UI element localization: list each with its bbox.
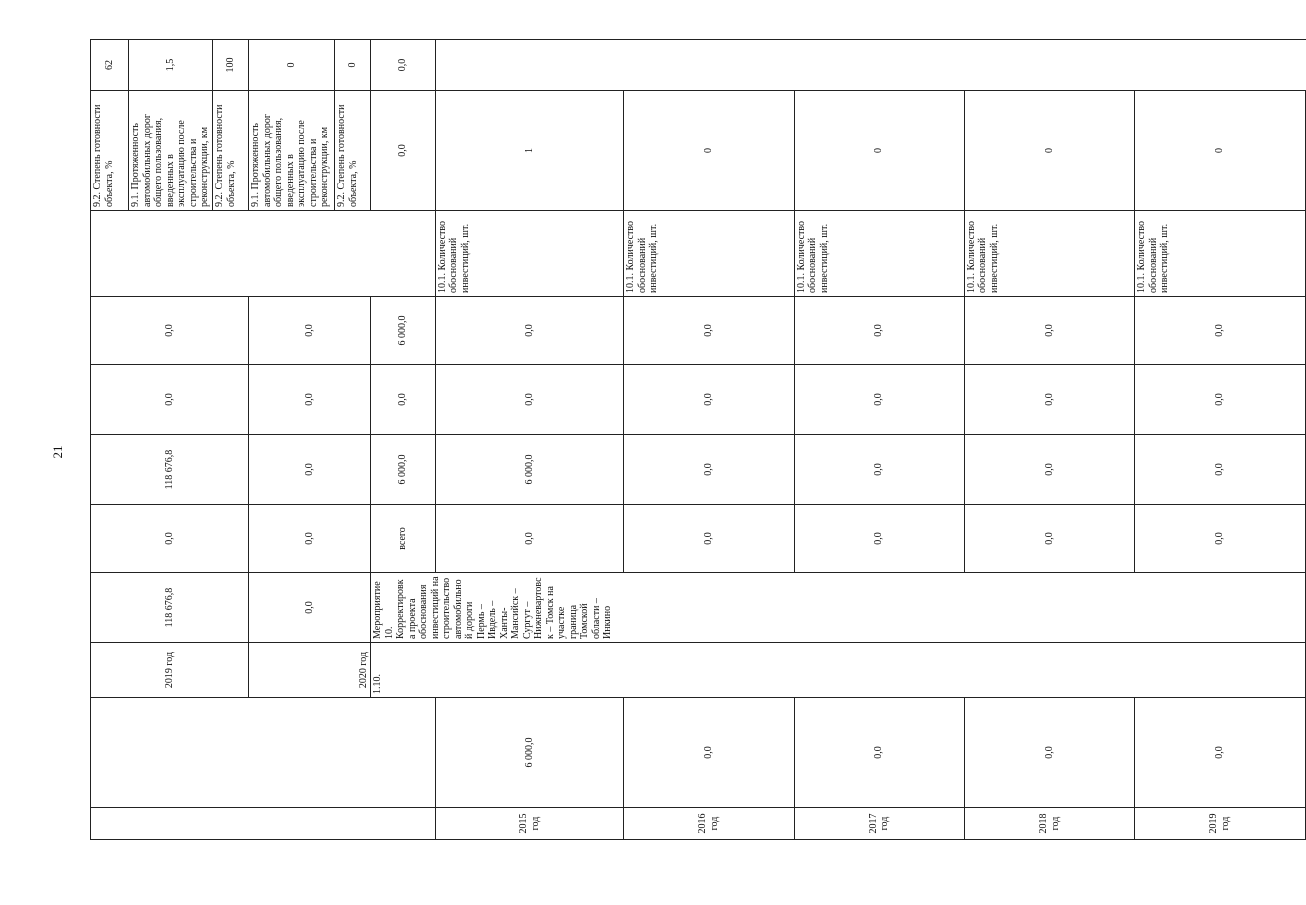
cell-indicator-value: 1,5 xyxy=(129,40,213,91)
cell-federal: 0,0 xyxy=(1135,505,1305,573)
cell-name: Мероприятие 10. Корректировка проекта обоснования инвестиций на строительство автомобильной дороги Пермь – Ивдель – Ханты-Мансийск – Сургут – Нижневартовск – Томск на участке граница Томской области – Инкино xyxy=(371,573,1306,643)
cell-year: 2019 год xyxy=(91,643,249,698)
cell-external: 0,0 xyxy=(91,297,249,365)
cell-federal: 0,0 xyxy=(794,505,964,573)
cell-regional: 6 000,0 xyxy=(371,297,436,365)
cell-indicator-value: 100 xyxy=(213,40,249,91)
table-row xyxy=(435,40,623,840)
cell-no xyxy=(91,808,436,840)
table-row xyxy=(1135,40,1305,840)
cell-year: 2017 год xyxy=(794,808,964,840)
table-row xyxy=(624,40,794,840)
cell-indicator: 9.2. Степень готовности объекта, % xyxy=(91,91,129,211)
cell-local: 0,0 xyxy=(371,91,436,211)
cell-external: 0,0 xyxy=(964,297,1134,365)
cell-federal: 0,0 xyxy=(249,505,371,573)
cell-regional: 118 676,8 xyxy=(91,435,249,505)
cell-local: 0,0 xyxy=(435,365,623,435)
cell-regional: 0,0 xyxy=(964,435,1134,505)
cell-external: 0,0 xyxy=(371,40,436,91)
cell-federal: 0,0 xyxy=(91,505,249,573)
cell-external: 0,0 xyxy=(249,297,371,365)
cell-indicator: 9.1. Протяженность автомобильных дорог общего пользования, введенных в эксплуатацию после строительства и реконструкции, км xyxy=(129,91,213,211)
cell-indicator-value: 0 xyxy=(624,91,794,211)
cell-indicator-value: 0 xyxy=(794,91,964,211)
program-table xyxy=(90,39,1306,840)
cell-total: 0,0 xyxy=(1135,698,1305,808)
cell-regional: 6 000,0 xyxy=(435,435,623,505)
table-row xyxy=(91,40,129,840)
cell-indicator-value: 0 xyxy=(335,40,371,91)
cell-local: 0,0 xyxy=(91,365,249,435)
cell-local: 0,0 xyxy=(1135,365,1305,435)
cell-local: 0,0 xyxy=(964,365,1134,435)
cell-indicator: 9.2. Степень готовности объекта, % xyxy=(335,91,371,211)
cell-participant xyxy=(91,211,436,297)
cell-regional: 0,0 xyxy=(794,435,964,505)
cell-year: всего xyxy=(371,505,436,573)
cell-indicator-value: 62 xyxy=(91,40,129,91)
table-row xyxy=(964,40,1134,840)
cell-total: 0,0 xyxy=(794,698,964,808)
table-row xyxy=(794,40,964,840)
cell-indicator: 10.1. Количество обоснований инвестиций, шт. xyxy=(1135,211,1305,297)
cell-local: 0,0 xyxy=(794,365,964,435)
cell-regional: 0,0 xyxy=(1135,435,1305,505)
cell-local: 0,0 xyxy=(249,365,371,435)
cell-total: 0,0 xyxy=(624,698,794,808)
cell-external: 0,0 xyxy=(435,297,623,365)
cell-year: 2015 год xyxy=(435,808,623,840)
cell-regional: 0,0 xyxy=(249,435,371,505)
page-number: 21 xyxy=(50,445,65,459)
cell-name xyxy=(91,698,436,808)
cell-year: 2020 год xyxy=(249,643,371,698)
cell-indicator: 10.1. Количество обоснований инвестиций, шт. xyxy=(964,211,1134,297)
cell-indicator: 10.1. Количество обоснований инвестиций, шт. xyxy=(435,211,623,297)
cell-federal: 0,0 xyxy=(371,365,436,435)
cell-total: 0,0 xyxy=(964,698,1134,808)
cell-local: 0,0 xyxy=(624,365,794,435)
cell-indicator-value: 0 xyxy=(249,40,335,91)
cell-no: 1.10. xyxy=(371,643,1306,698)
cell-total: 6 000,0 xyxy=(435,698,623,808)
cell-indicator: 10.1. Количество обоснований инвестиций, шт. xyxy=(794,211,964,297)
cell-indicator-value: 0 xyxy=(1135,91,1305,211)
cell-federal: 0,0 xyxy=(435,505,623,573)
cell-indicator-value: 1 xyxy=(435,91,623,211)
cell-year: 2019 год xyxy=(1135,808,1305,840)
cell-indicator: 9.1. Протяженность автомобильных дорог общего пользования, введенных в эксплуатацию после строительства и реконструкции, км xyxy=(249,91,335,211)
cell-indicator: 10.1. Количество обоснований инвестиций, шт. xyxy=(624,211,794,297)
cell-year: 2016 год xyxy=(624,808,794,840)
cell-external: 0,0 xyxy=(794,297,964,365)
cell-indicator-value: 0 xyxy=(964,91,1134,211)
cell-total: 6 000,0 xyxy=(371,435,436,505)
cell-year: 2018 год xyxy=(964,808,1134,840)
cell-regional: 0,0 xyxy=(624,435,794,505)
cell-total: 0,0 xyxy=(249,573,371,643)
rotated-table-area xyxy=(90,40,1231,840)
cell-federal: 0,0 xyxy=(624,505,794,573)
cell-federal: 0,0 xyxy=(964,505,1134,573)
cell-external: 0,0 xyxy=(624,297,794,365)
cell-total: 118 676,8 xyxy=(91,573,249,643)
cell-external: 0,0 xyxy=(1135,297,1305,365)
cell-indicator: 9.2. Степень готовности объекта, % xyxy=(213,91,249,211)
